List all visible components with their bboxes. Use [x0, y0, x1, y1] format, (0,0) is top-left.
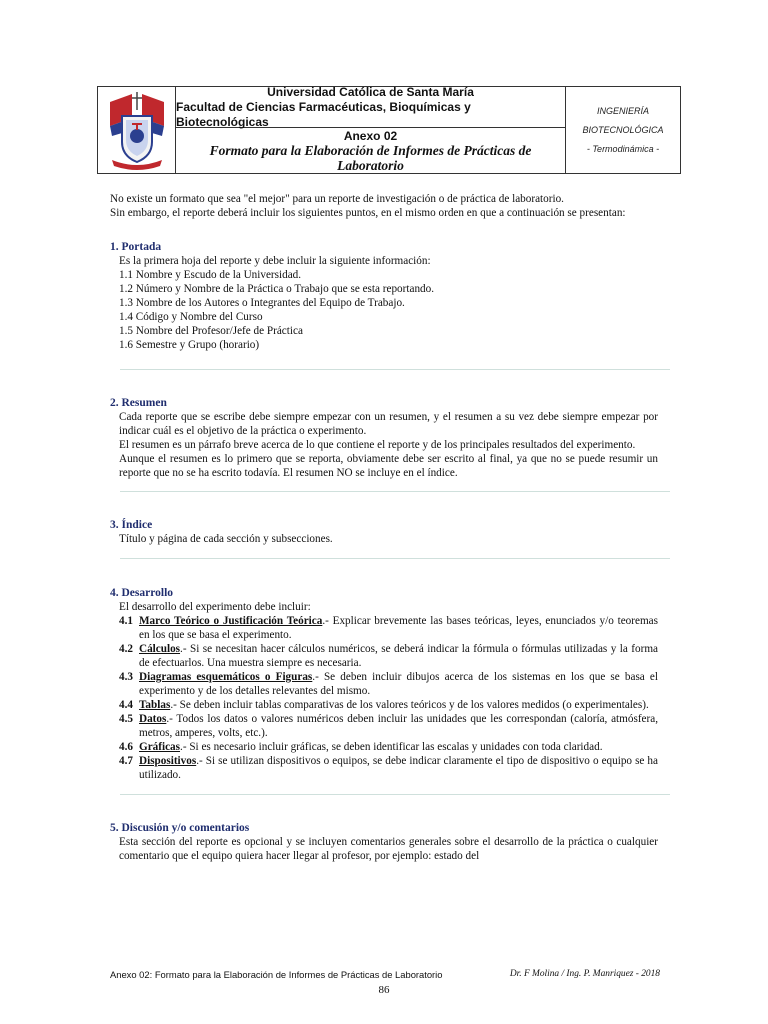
footer-document-title: Anexo 02: Formato para la Elaboración de Informes de Prácticas de Laboratorio — [110, 969, 443, 980]
course-name: - Termodinámica - — [586, 143, 660, 154]
resumen-paragraph: El resumen es un párrafo breve acerca de lo que contiene el reporte y de los principales resultados del experimento. — [119, 439, 636, 451]
faculty-name: Facultad de Ciencias Farmacéuticas, Bioquímicas y Biotecnológicas — [176, 99, 471, 129]
header-title-cell — [176, 84, 566, 173]
list-item — [110, 712, 658, 740]
item-number: 4.2 — [119, 643, 133, 655]
list-item — [110, 754, 658, 782]
item-title: Datos — [139, 713, 167, 725]
item-title: Marco Teórico o Justificación Teórica — [139, 615, 323, 627]
portada-lead: Es la primera hoja del reporte y debe incluir la siguiente información: — [119, 255, 431, 267]
list-item: 1.5 Nombre del Profesor/Jefe de Práctica — [119, 325, 303, 337]
section-heading-resumen: 2. Resumen — [110, 397, 167, 409]
university-name: Universidad Católica de Santa María — [267, 84, 474, 99]
section-heading-desarrollo: 4. Desarrollo — [110, 587, 174, 599]
resumen-paragraph: Aunque el resumen es lo primero que se reporta, obviamente debe ser escrito al final, ya que no se puede resumir un reporte que no se ha escrito todavía. El resumen NO se incluye en el índice. — [119, 453, 658, 479]
item-number: 4.1 — [119, 615, 133, 627]
item-number: 4.3 — [119, 671, 133, 683]
list-item: 1.1 Nombre y Escudo de la Universidad. — [119, 269, 302, 281]
item-title: Gráficas — [139, 741, 181, 753]
list-item: 1.4 Código y Nombre del Curso — [119, 311, 263, 323]
discusion-text: Esta sección del reporte es opcional y se incluyen comentarios generales sobre el desarrollo de la práctica o cualquier comentario que el equipo quiera hacer llegar al profesor, por ejemplo: estado del — [119, 836, 658, 862]
page-footer — [110, 969, 660, 980]
document-header — [97, 86, 681, 174]
annex-block — [176, 128, 565, 173]
item-number: 4.7 — [119, 755, 133, 767]
annex-title: Formato para la Elaboración de Informes de Prácticas de Laboratorio — [209, 142, 532, 173]
institution-block — [176, 84, 565, 129]
list-item: 1.6 Semestre y Grupo (horario) — [119, 339, 260, 351]
item-title: Cálculos — [139, 643, 181, 655]
section-heading-portada: 1. Portada — [110, 241, 162, 253]
list-item: 1.2 Número y Nombre de la Práctica o Trabajo que se esta reportando. — [119, 283, 435, 295]
item-title: Tablas — [139, 699, 171, 711]
document-body — [110, 192, 658, 863]
item-text: .- Se deben incluir tablas comparativas de los valores teóricos y de los valores medidos (o experimentales). — [170, 699, 649, 711]
item-title: Diagramas esquemáticos o Figuras — [139, 671, 313, 683]
intro-line-2: Sin embargo, el reporte deberá incluir los siguientes puntos, en el mismo orden en que a continuación se presentan: — [110, 207, 626, 219]
indice-text: Título y página de cada sección y subsecciones. — [119, 533, 333, 545]
item-text: .- Se deben incluir dibujos acerca de los sistemas en los que se basa el experimento y de los detalles relevantes del mismo. — [139, 671, 658, 697]
list-item — [110, 670, 658, 698]
item-text: .- Si se utilizan dispositivos o equipos, se debe indicar claramente el tipo de dispositivo o equipo se ha utilizado. — [139, 755, 658, 781]
item-text: .- Si se necesitan hacer cálculos numéricos, se deberá indicar la fórmula o fórmulas utilizadas y la forma de efectuarlos. Una muestra siempre es necesaria. — [139, 643, 658, 669]
university-seal-cell — [98, 87, 176, 173]
item-text: .- Si es necesario incluir gráficas, se deben identificar las escalas y unidades con toda claridad. — [180, 741, 603, 753]
list-item: 1.3 Nombre de los Autores o Integrantes del Equipo de Trabajo. — [119, 297, 405, 309]
program-line-2: BIOTECNOLÓGICA — [582, 124, 664, 135]
list-item — [110, 614, 658, 642]
item-number: 4.5 — [119, 713, 133, 725]
desarrollo-lead: El desarrollo del experimento debe incluir: — [119, 601, 311, 613]
list-item — [110, 740, 658, 754]
resumen-paragraph: Cada reporte que se escribe debe siempre empezar con un resumen, y el resumen a su vez debe siempre empezar por indicar cuál es el objetivo de la práctica o experimento. — [119, 411, 658, 437]
item-number: 4.6 — [119, 741, 133, 753]
program-line-1: INGENIERÍA — [596, 105, 649, 116]
university-seal-icon — [102, 90, 172, 170]
list-item — [110, 698, 658, 712]
page-number: 86 — [378, 984, 390, 996]
item-number: 4.4 — [119, 699, 133, 711]
footer-authors: Dr. F Molina / Ing. P. Manriquez - 2018 — [509, 969, 660, 979]
list-item — [110, 642, 658, 670]
annex-number: Anexo 02 — [343, 128, 398, 143]
intro-line-1: No existe un formato que sea "el mejor" para un reporte de investigación o de práctica de laboratorio. — [110, 193, 564, 205]
item-text: .- Explicar brevemente las bases teóricas, leyes, enunciados y/o teoremas en los que se basa el experimento. — [139, 615, 658, 641]
item-text: .- Todos los datos o valores numéricos deben incluir las unidades que les correspondan (caloría, atmósfera, metros, amperes, volts, etc.). — [139, 713, 658, 739]
item-title: Dispositivos — [139, 755, 197, 767]
program-cell — [566, 87, 680, 173]
section-heading-indice: 3. Índice — [110, 519, 153, 531]
section-heading-discusion: 5. Discusión y/o comentarios — [110, 822, 250, 834]
